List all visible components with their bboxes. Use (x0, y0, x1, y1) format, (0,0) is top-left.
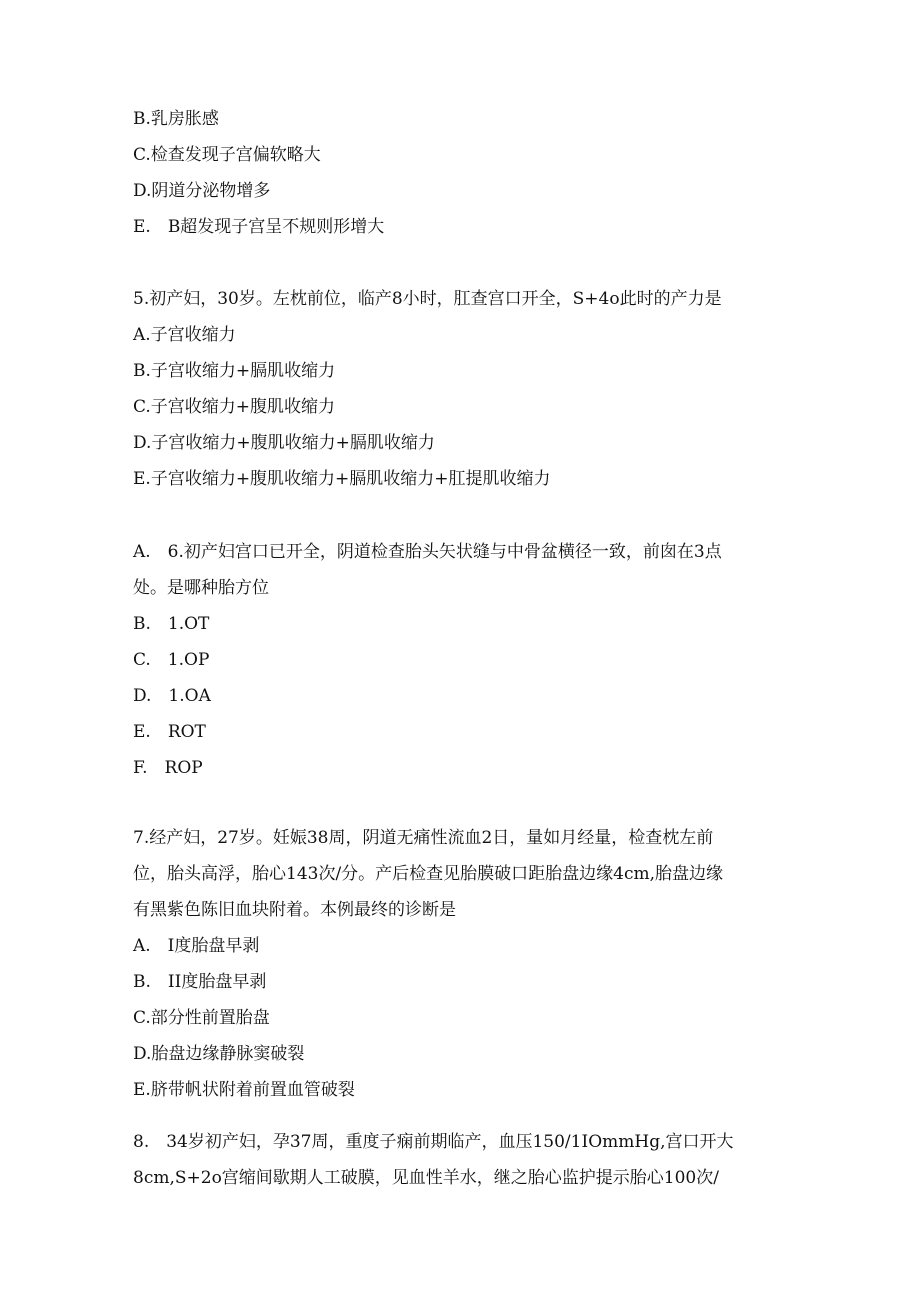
q5-option-c: C.子宫收缩力+腹肌收缩力 (133, 397, 336, 417)
q8-stem-line-1: 8. 34岁初产妇，孕37周，重度子痫前期临产，血压150/1IOmmHg,宫口开大 (133, 1132, 734, 1152)
q7-option-b: B. II度胎盘早剥 (133, 972, 267, 992)
q5-option-d: D.子宫收缩力+腹肌收缩力+膈肌收缩力 (133, 433, 435, 453)
q7-option-d: D.胎盘边缘静脉窦破裂 (133, 1044, 305, 1064)
q6-option-c: C. 1.OP (133, 650, 210, 670)
q7-option-a: A. I度胎盘早剥 (133, 936, 260, 956)
q6-option-f: F. ROP (133, 758, 203, 778)
q6-option-d: D. 1.OA (133, 686, 211, 706)
q7-option-e: E.脐带帆状附着前置血管破裂 (133, 1080, 355, 1100)
q4-option-c: C.检查发现子宫偏软略大 (133, 145, 321, 165)
q7-stem-line-3: 有黑紫色陈旧血块附着。本例最终的诊断是 (133, 900, 456, 920)
q5-stem: 5.初产妇，30岁。左枕前位，临产8小时，肛查宫口开全，S+4o此时的产力是 (133, 289, 722, 309)
q4-option-e: E. B超发现子宫呈不规则形增大 (133, 217, 385, 237)
q5-option-a: A.子宫收缩力 (133, 325, 236, 345)
q6-option-e: E. ROT (133, 722, 206, 742)
q5-option-e: E.子宫收缩力+腹肌收缩力+膈肌收缩力+肛提肌收缩力 (133, 469, 551, 489)
q7-option-c: C.部分性前置胎盘 (133, 1008, 270, 1028)
q7-stem-line-1: 7.经产妇，27岁。妊娠38周，阴道无痛性流血2日，量如月经量，检查枕左前 (133, 828, 714, 848)
q6-option-b: B. 1.OT (133, 614, 210, 634)
q4-option-b: B.乳房胀感 (133, 109, 219, 129)
q4-option-d: D.阴道分泌物增多 (133, 181, 271, 201)
q6-stem-line-1: A. 6.初产妇宫口已开全，阴道检查胎头矢状缝与中骨盆横径一致，前囱在3点 (133, 542, 722, 562)
q6-stem-line-2: 处。是哪种胎方位 (133, 578, 269, 598)
q5-option-b: B.子宫收缩力+膈肌收缩力 (133, 361, 336, 381)
q7-stem-line-2: 位，胎头高浮，胎心143次/分。产后检查见胎膜破口距胎盘边缘4cm,胎盘边缘 (133, 864, 724, 884)
q8-stem-line-2: 8cm,S+2o宫缩间歇期人工破膜，见血性羊水，继之胎心监护提示胎心100次/ (133, 1168, 719, 1188)
